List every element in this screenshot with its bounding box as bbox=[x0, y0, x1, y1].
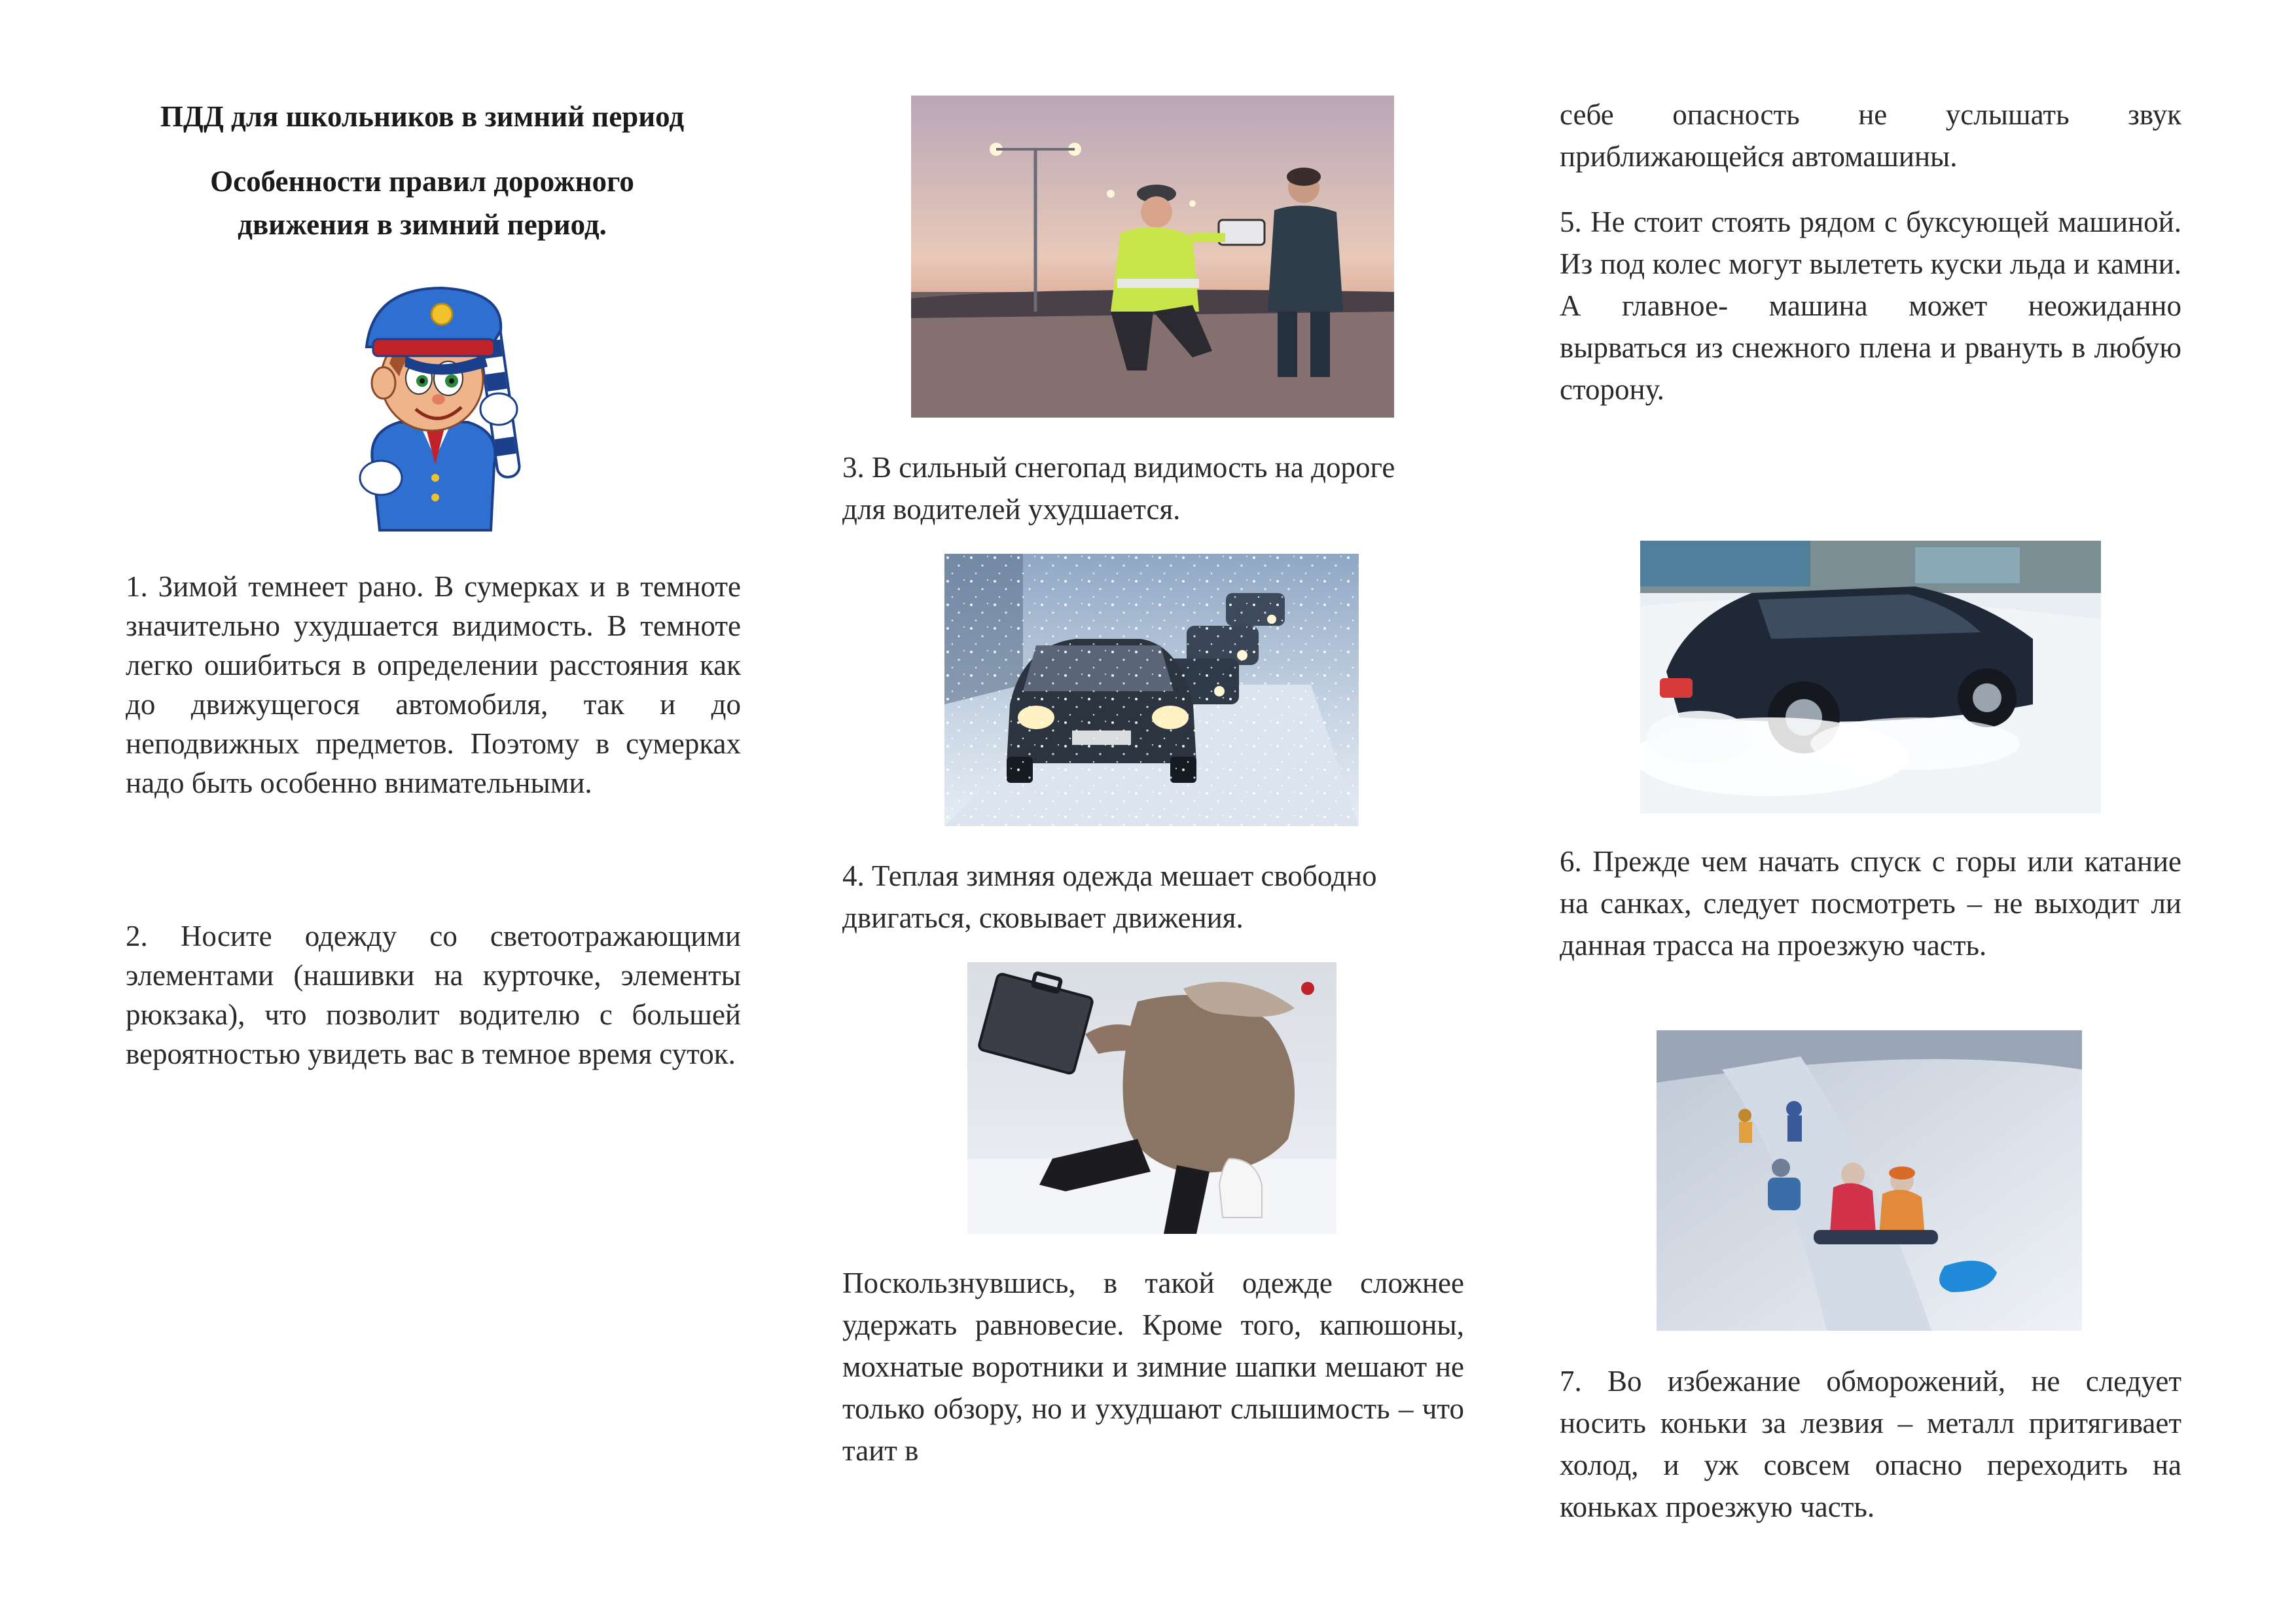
item-6-text: 6. Прежде чем начать спуск с горы или катание на санках, следует посмотреть – не выходит ли данная трасса на проезжую часть. bbox=[1560, 845, 2181, 962]
police-boy-mascot-icon bbox=[327, 268, 543, 537]
item-4-tail-text: себе опасность не услышать звук приближающейся автомашины. bbox=[1560, 98, 2181, 173]
snowfall-cars-photo bbox=[944, 554, 1359, 826]
sledding-children-photo bbox=[1657, 1030, 2082, 1331]
section-subtitle-line2: движения в зимний период. bbox=[238, 208, 607, 241]
page-title: ПДД для школьников в зимний период bbox=[160, 100, 685, 133]
item-2-text: 2. Носите одежду со светоотражающими элементами (нашивки на курточке, элементы рюкзака), что позволит водителю с большей вероятностью увидеть вас в темное время суток. bbox=[126, 920, 741, 1070]
section-subtitle-line1: Особенности правил дорожного bbox=[210, 165, 634, 198]
skidding-car-photo bbox=[1640, 541, 2101, 814]
item-5-text: 5. Не стоит стоять рядом с буксующей машиной. Из под колес могут вылететь куски льда и камни. А главное- машина может неожиданно вырваться из снежного плена и рвануть в любую сторону. bbox=[1560, 206, 2181, 406]
traffic-police-dusk-photo bbox=[911, 96, 1394, 418]
item-4-continued-text: Поскользнувшись, в такой одежде сложнее удержать равновесие. Кроме того, капюшоны, мохнатые воротники и зимние шапки мешают не только обзору, но и ухудшают слышимость – что таит в bbox=[842, 1267, 1464, 1467]
item-3-text: 3. В сильный снегопад видимость на дороге для водителей ухудшается. bbox=[842, 451, 1395, 526]
item-4-text: 4. Теплая зимняя одежда мешает свободно двигаться, сковывает движения. bbox=[842, 859, 1377, 934]
item-1-text: 1. Зимой темнеет рано. В сумерках и в темноте значительно ухудшается видимость. В темноте легко ошибиться в определении расстояния как до движущегося автомобиля, так и до неподвижных предметов. Поэтому в сумерках надо быть особенно внимательными. bbox=[126, 570, 741, 799]
item-7-text: 7. Во избежание обморожений, не следует носить коньки за лезвия – металл притягивает холод, и уж совсем опасно переходить на коньках проезжую часть. bbox=[1560, 1365, 2181, 1523]
slipping-person-photo bbox=[967, 962, 1336, 1234]
